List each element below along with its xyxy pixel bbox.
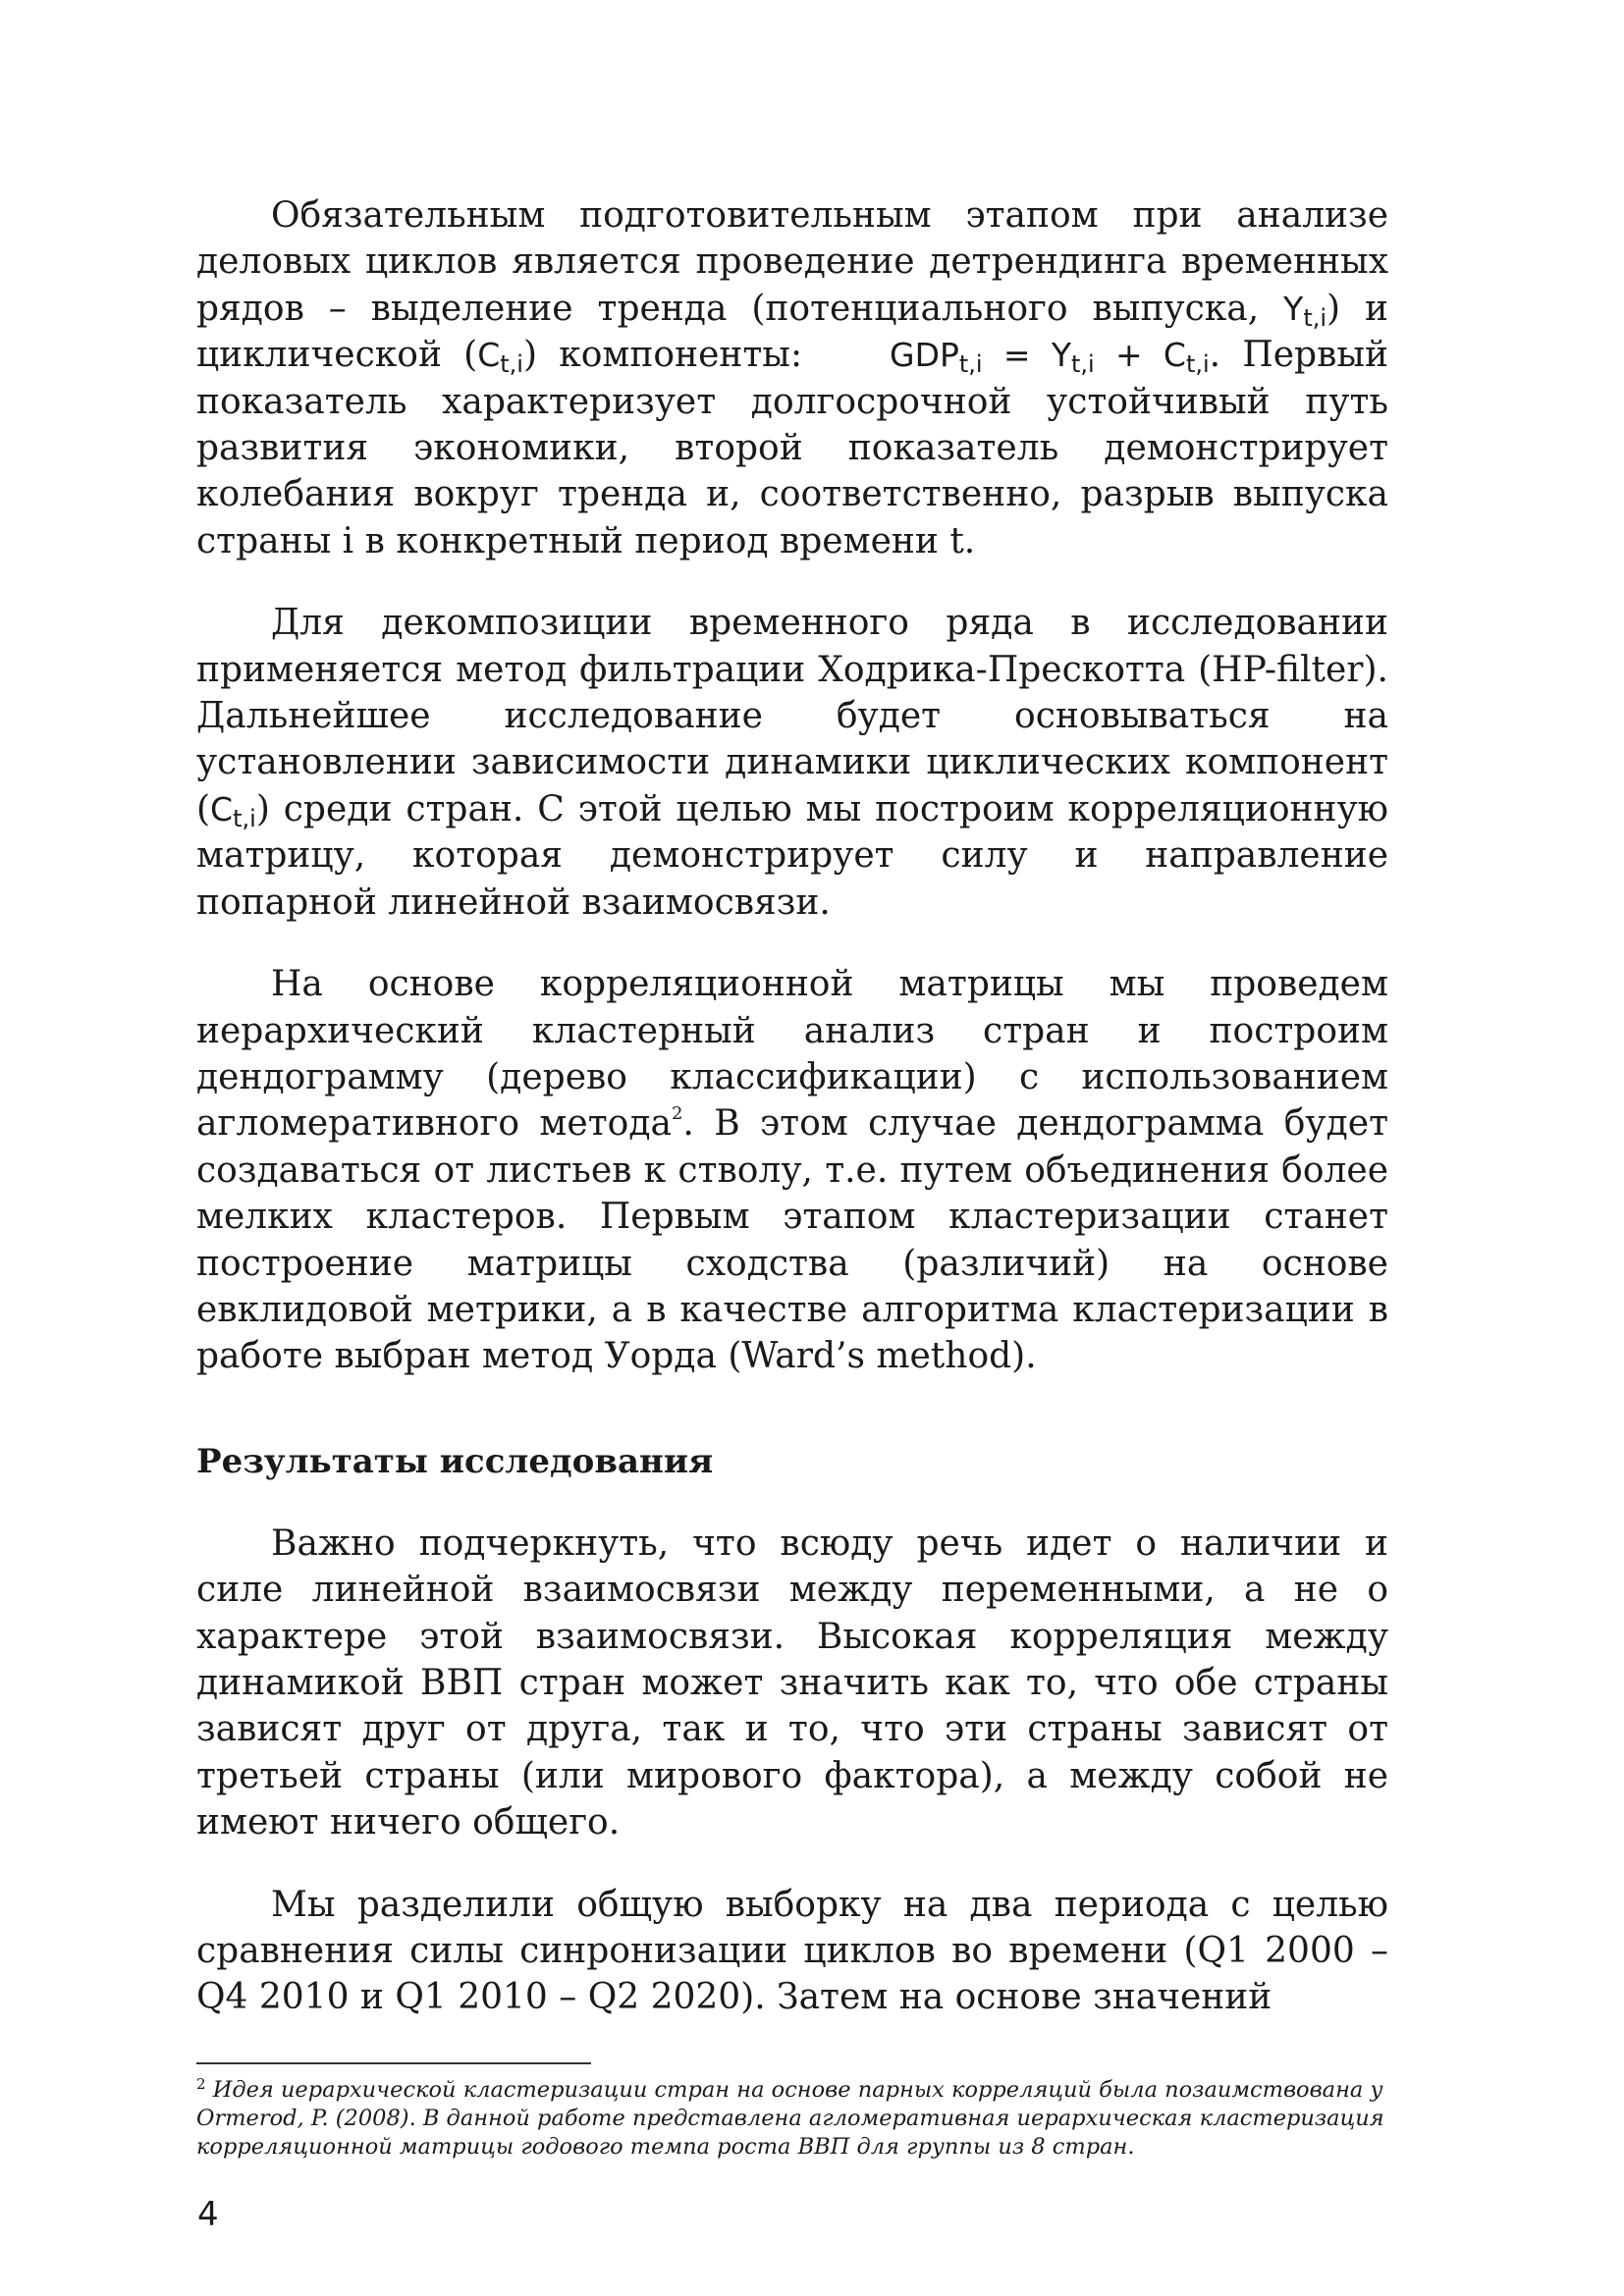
- paragraph-results-2: Мы разделили общую выборку на два периода с целью сравнения силы синронизации циклов во времени (Q1 2000 – Q4 2010 и Q1 2010 – Q2 2020). Затем на основе значений: [196, 1884, 1388, 2018]
- symbol-GDP: GDP: [890, 336, 959, 375]
- equals-sign: =: [982, 336, 1052, 375]
- text-run: ) среди стран. С этой целью мы построим корреляционную матрицу, которая демонстрирует силу и направление попарной линейной взаимосвязи.: [196, 788, 1388, 923]
- paragraph-hp-filter: [196, 600, 1388, 926]
- subscript: t,i: [1185, 350, 1210, 379]
- footnote-text: Идея иерархической кластеризации стран на основе парных корреляций была позаимствована у Ormerod, P. (2008). В данной работе представлена агломеративная иерархическая кластеризация корреляционной матрицы годового темпа роста ВВП для группы из 8 стран.: [196, 2077, 1384, 2160]
- text-run: Для декомпозиции временного ряда в исследовании применяется метод фильтрации Ходрика-Прескотта (HP-filter). Дальнейшее исследование будет основываться на установлении зависимости динамики циклических компонент (: [196, 603, 1388, 829]
- symbol-C: C: [477, 336, 501, 375]
- subscript: t,i: [1303, 303, 1327, 332]
- text-run: На основе корреляционной матрицы мы проведем иерархический кластерный анализ стран и построим дендограмму (дерево классификации) с использованием агломеративного метода: [196, 964, 1388, 1145]
- symbol-Y: Y: [1283, 289, 1304, 328]
- subscript: t,i: [1070, 350, 1095, 379]
- footnote-divider: [196, 2062, 591, 2064]
- text-run: Обязательным подготовительным этапом при анализе деловых циклов является проведение детрендинга временных рядов – выделение тренда (потенциального выпуска,: [196, 195, 1388, 329]
- plus-sign: +: [1094, 336, 1164, 375]
- text-run: . В этом случае дендограмма будет создаваться от листьев к стволу, т.е. путем объединения более мелких кластеров. Первым этапом кластеризации станет построение матрицы сходства (различий) на основе евклидовой метрики, а в качестве алгоритма кластеризации в работе выбран метод Уорда (Ward’s method).: [196, 1103, 1388, 1377]
- text-run: ) компоненты:: [522, 335, 803, 376]
- subscript: t,i: [500, 350, 523, 379]
- paragraph-results-1: Важно подчеркнуть, что всюду речь идет о наличии и силе линейной взаимосвязи между переменными, а не о характере этой взаимосвязи. Высокая корреляция между динамикой ВВП стран может значить как то, что обе страны зависят друг от друга, так и то, что эти страны зависят от третьей страны (или мирового фактора), а между собой не имеют ничего общего.: [196, 1522, 1388, 1843]
- footnote-reference[interactable]: 2: [671, 1103, 683, 1125]
- subscript: t,i: [958, 350, 983, 379]
- page-number: 4: [197, 2195, 219, 2234]
- paragraph-clustering: [196, 961, 1388, 1380]
- section-heading: Результаты исследования: [196, 1441, 714, 1481]
- symbol-Y: Y: [1051, 336, 1071, 375]
- subscript: t,i: [233, 804, 256, 832]
- symbol-C: C: [1163, 336, 1186, 375]
- footnote: [196, 2076, 1388, 2162]
- footnote-mark: 2: [196, 2075, 206, 2093]
- paragraph-detrending: [196, 192, 1388, 564]
- page-body: [196, 192, 1388, 2056]
- text-run: . Первый показатель характеризует долгосрочной устойчивый путь развития экономики, второй показатель демонстрирует колебания вокруг тренда и, соответственно, разрыв выпуска страны i в конкретный период времени t.: [196, 335, 1388, 561]
- symbol-C: C: [210, 789, 234, 828]
- text-run: ) и циклической (: [196, 288, 1389, 376]
